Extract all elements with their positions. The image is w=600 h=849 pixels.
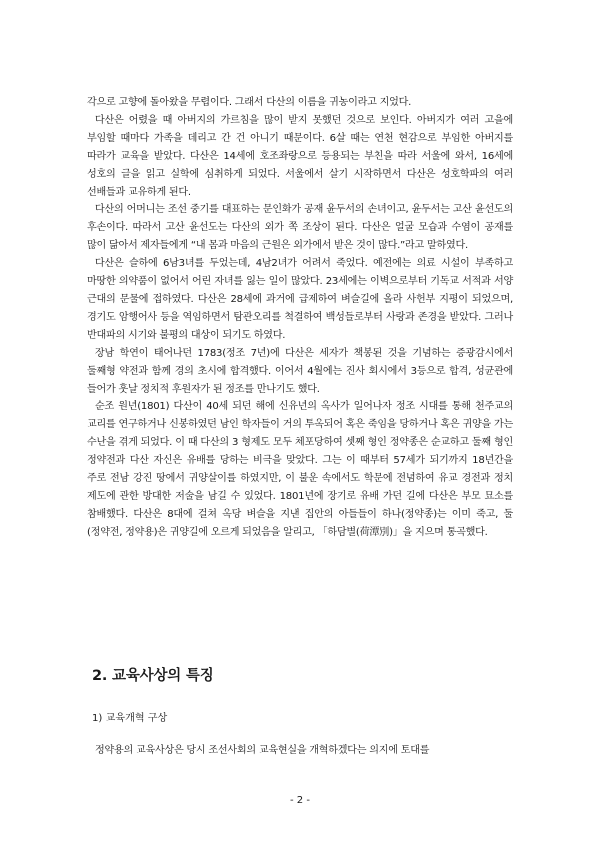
paragraph-3: 다산의 어머니는 조선 중기를 대표하는 문인화가 공재 윤두서의 손녀이고, 윤두서는 고산 윤선도의 후손이다. 따라서 고산 윤선도는 다산의 외가 쪽 조상이 된다. 다산은 얼굴 모습과 수염이 공재를 많이 닮아서 제자들에게 “내 몸과 마음의 근원은 외가에서 받은 것이 많다.”라고 말하였다. xyxy=(87,204,513,252)
paragraph-1: 각으로 고향에 돌아왔을 무렵이다. 그래서 다산의 이름을 귀농이라고 지었다. xyxy=(87,97,412,108)
paragraph-6: 순조 원년(1801) 다산이 40세 되던 해에 신유년의 옥사가 일어나자 정조 시대를 통해 천주교의 교리를 연구하거나 신봉하였던 남인 학자들이 거의 투옥되어 혹은 죽임을 당하거나 혹은 귀양을 가는 수난을 겪게 되었다. 이 때 다산의 3 형제도 모두 체포당하여 셋째 형인 정약종은 순교하고 둘째 형인 정약전과 다산 자신은 유배를 당하는 비극을 맞았다. 그는 이 때부터 57세가 되기까지 18년간을 주로 전남 강진 땅에서 귀양살이를 하였지만, 이 불운 속에서도 학문에 전념하여 유교 경전과 정치 제도에 관한 방대한 저술을 남길 수 있었다. 1801년에 장기로 유배 가던 길에 다산은 부모 묘소를 참배했다. 다산은 8대에 걸쳐 옥당 벼슬을 지낸 집안의 아들들이 하나(정약종)는 이미 죽고, 둘(정약전, 정약용)은 귀양길에 오르게 되었음을 알리고, 「하담별(荷潭別)」을 지으며 통곡했다. xyxy=(87,401,513,538)
section-heading: 2. 교육사상의 특징 xyxy=(92,668,214,684)
paragraph-4: 다산은 슬하에 6남3녀를 두었는데, 4남2녀가 어려서 죽었다. 예전에는 의료 시설이 부족하고 마땅한 의약품이 없어서 어린 자녀를 잃는 일이 많았다. 23세에는 이벽으로부터 기독교 서적과 서양 근대의 문물에 접하였다. 다산은 28세에 과거에 급제하여 벼슬길에 올라 사헌부 지평이 되었으며, 경기도 암행어사 등을 역임하면서 탐관오리를 척결하여 백성들로부터 사랑과 존경을 받았다. 그러나 반대파의 시기와 불평의 대상이 되기도 하였다. xyxy=(87,258,513,341)
page-number: - 2 - xyxy=(289,795,311,806)
subsection-heading: 1) 교육개혁 구상 xyxy=(92,713,168,724)
paragraph-5: 장남 학연이 태어나던 1783(정조 7년)에 다산은 세자가 책봉된 것을 기념하는 증광감시에서 둘째형 약전과 함께 경의 초시에 합격했다. 이어서 4월에는 진사 회시에서 3등으로 합격, 성균관에 들어가 훗날 정치적 후원자가 된 정조를 만나기도 했다. xyxy=(87,347,513,395)
body-text xyxy=(87,94,513,542)
paragraph-7: 정약용의 교육사상은 당시 조선사회의 교육현실을 개혁하겠다는 의지에 토대를 xyxy=(95,745,430,756)
paragraph-2: 다산은 어렸을 때 아버지의 가르침을 많이 받지 못했던 것으로 보인다. 아버지가 여러 고을에 부임할 때마다 가족을 데리고 간 건 아니기 때문이다. 6살 때는 연천 현감으로 부임한 아버지를 따라가 교육을 받았다. 다산은 14세에 호조좌랑으로 등용되는 부친을 따라 서울에 와서, 16세에 성호의 글을 읽고 실학에 심취하게 되었다. 서울에서 살기 시작하면서 다산은 성호학파의 여러 선배들과 교유하게 된다. xyxy=(87,114,513,198)
